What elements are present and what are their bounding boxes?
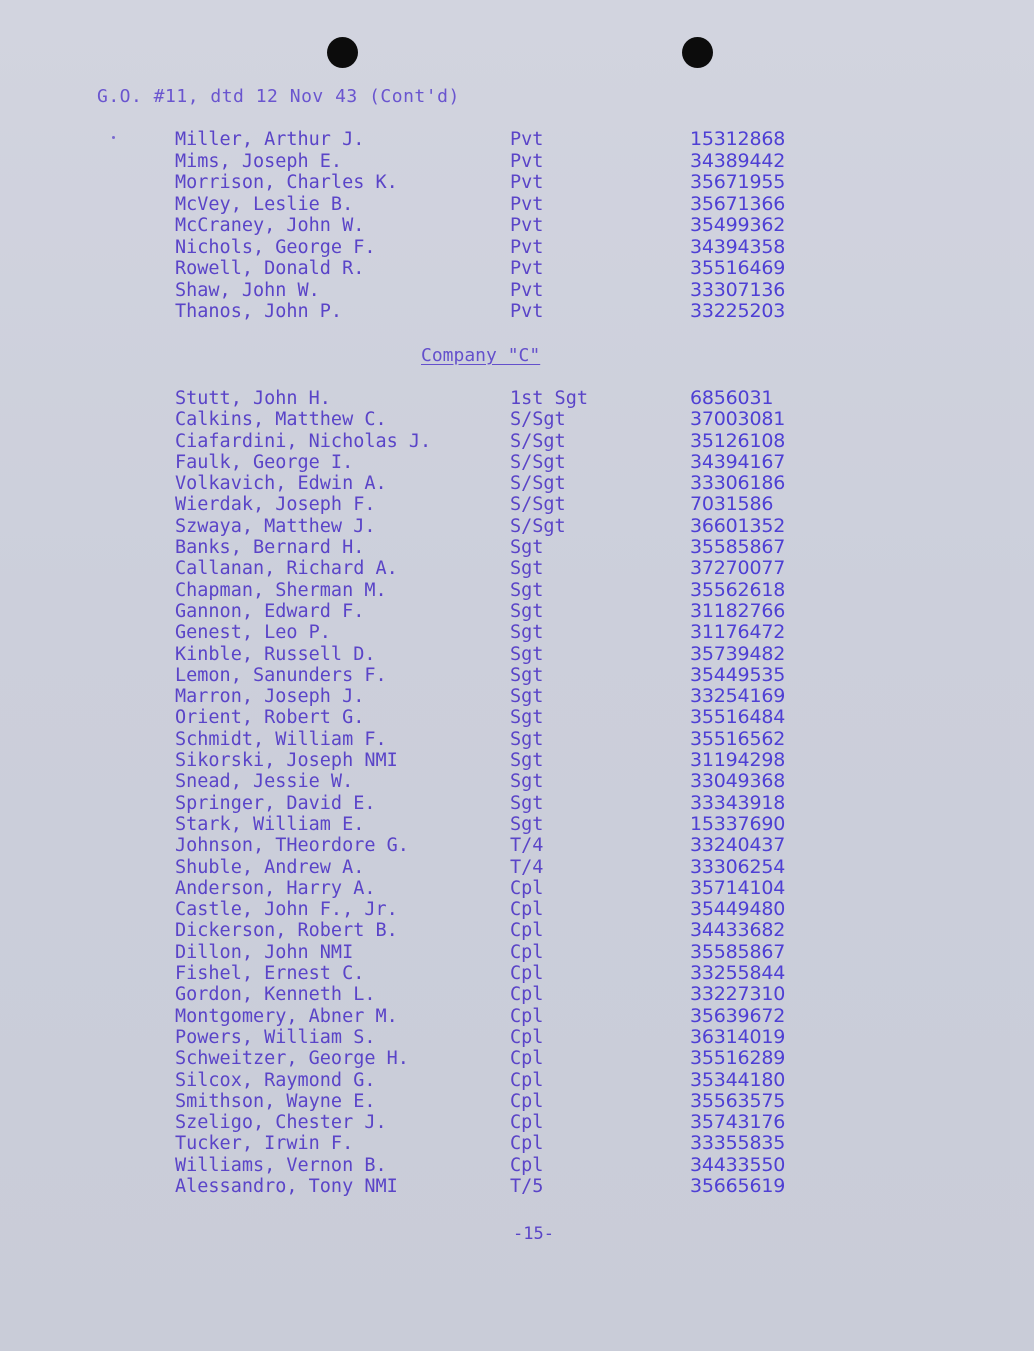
soldier-rank: Sgt bbox=[510, 728, 544, 750]
roster-row bbox=[175, 665, 815, 686]
soldier-name: Ciafardini, Nicholas J. bbox=[175, 430, 432, 452]
roster-group-1 bbox=[175, 129, 815, 323]
soldier-name: Stutt, John H. bbox=[175, 388, 331, 409]
serial-number: 35516289 bbox=[690, 1047, 786, 1070]
soldier-rank: S/Sgt bbox=[510, 409, 566, 431]
soldier-rank: Sgt bbox=[510, 686, 544, 708]
soldier-name: Calkins, Matthew C. bbox=[175, 409, 387, 431]
soldier-name: Rowell, Donald R. bbox=[175, 258, 365, 279]
soldier-rank: Sgt bbox=[510, 622, 544, 644]
serial-number: 35639672 bbox=[690, 1004, 786, 1027]
serial-number: 7031586 bbox=[690, 493, 774, 516]
serial-number: 31182766 bbox=[690, 599, 786, 622]
roster-row bbox=[175, 580, 815, 601]
roster-row bbox=[175, 899, 815, 920]
soldier-name: Alessandro, Tony NMI bbox=[175, 1175, 398, 1197]
soldier-name: Nichols, George F. bbox=[175, 236, 376, 258]
soldier-rank: S/Sgt bbox=[510, 515, 566, 537]
roster-row bbox=[175, 644, 815, 665]
roster-row bbox=[175, 494, 815, 515]
soldier-rank: Pvt bbox=[510, 279, 544, 301]
roster-row bbox=[175, 814, 815, 835]
serial-number: 33306254 bbox=[690, 855, 786, 878]
soldier-rank: S/Sgt bbox=[510, 451, 566, 473]
soldier-rank: Cpl bbox=[510, 1154, 544, 1176]
roster-row bbox=[175, 237, 815, 259]
roster-row bbox=[175, 1070, 815, 1091]
roster-row bbox=[175, 1091, 815, 1112]
soldier-rank: Cpl bbox=[510, 963, 544, 985]
soldier-rank: Cpl bbox=[510, 1069, 544, 1091]
soldier-name: Callanan, Richard A. bbox=[175, 558, 398, 580]
soldier-rank: Pvt bbox=[510, 236, 544, 258]
serial-number: 35563575 bbox=[690, 1089, 786, 1112]
soldier-name: Dickerson, Robert B. bbox=[175, 920, 398, 942]
serial-number: 35671955 bbox=[690, 171, 786, 193]
soldier-rank: Cpl bbox=[510, 1090, 544, 1112]
roster-row bbox=[175, 1176, 815, 1197]
soldier-name: Tucker, Irwin F. bbox=[175, 1133, 354, 1155]
roster-row bbox=[175, 771, 815, 792]
roster-row bbox=[175, 835, 815, 856]
soldier-rank: Pvt bbox=[510, 193, 544, 215]
serial-number: 15337690 bbox=[690, 812, 786, 835]
soldier-name: Morrison, Charles K. bbox=[175, 172, 398, 193]
soldier-name: Williams, Vernon B. bbox=[175, 1154, 387, 1176]
soldier-rank: T/4 bbox=[510, 835, 544, 857]
serial-number: 37270077 bbox=[690, 557, 786, 580]
serial-number: 33254169 bbox=[690, 685, 786, 708]
roster-row bbox=[175, 793, 815, 814]
serial-number: 36314019 bbox=[690, 1025, 786, 1048]
soldier-rank: Cpl bbox=[510, 1048, 544, 1070]
soldier-name: Schmidt, William F. bbox=[175, 728, 387, 750]
soldier-rank: Sgt bbox=[510, 579, 544, 601]
roster-row bbox=[175, 601, 815, 622]
soldier-name: Powers, William S. bbox=[175, 1026, 376, 1048]
roster-row bbox=[175, 452, 815, 473]
soldier-name: Mims, Joseph E. bbox=[175, 150, 343, 172]
soldier-rank: Sgt bbox=[510, 537, 544, 559]
serial-number: 35449480 bbox=[690, 898, 786, 921]
serial-number: 35499362 bbox=[690, 214, 786, 236]
roster-row bbox=[175, 750, 815, 771]
soldier-rank: Sgt bbox=[510, 558, 544, 580]
soldier-name: Dillon, John NMI bbox=[175, 941, 354, 963]
serial-number: 33306186 bbox=[690, 472, 786, 495]
serial-number: 35344180 bbox=[690, 1068, 786, 1091]
soldier-rank: T/4 bbox=[510, 856, 544, 878]
serial-number: 15312868 bbox=[690, 128, 786, 150]
roster-row bbox=[175, 920, 815, 941]
soldier-rank: Pvt bbox=[510, 215, 544, 236]
soldier-name: Marron, Joseph J. bbox=[175, 686, 365, 708]
soldier-rank: S/Sgt bbox=[510, 494, 566, 516]
roster-row bbox=[175, 1133, 815, 1154]
serial-number: 34394167 bbox=[690, 450, 786, 473]
serial-number: 35516484 bbox=[690, 706, 786, 729]
serial-number: 33240437 bbox=[690, 834, 786, 857]
soldier-name: Volkavich, Edwin A. bbox=[175, 473, 387, 495]
roster-row bbox=[175, 729, 815, 750]
roster-row bbox=[175, 280, 815, 302]
document-header: G.O. #11, dtd 12 Nov 43 (Cont'd) bbox=[97, 86, 460, 107]
soldier-rank: Pvt bbox=[510, 258, 544, 279]
soldier-name: Gannon, Edward F. bbox=[175, 600, 365, 622]
soldier-name: Snead, Jessie W. bbox=[175, 771, 354, 793]
serial-number: 35516562 bbox=[690, 727, 786, 750]
roster-row bbox=[175, 388, 815, 409]
soldier-name: Silcox, Raymond G. bbox=[175, 1069, 376, 1091]
roster-row bbox=[175, 215, 815, 237]
serial-number: 33355835 bbox=[690, 1132, 786, 1155]
serial-number: 35585867 bbox=[690, 940, 786, 963]
serial-number: 35562618 bbox=[690, 578, 786, 601]
soldier-name: Thanos, John P. bbox=[175, 301, 343, 322]
serial-number: 35126108 bbox=[690, 429, 786, 452]
soldier-rank: Pvt bbox=[510, 301, 544, 322]
soldier-name: Fishel, Ernest C. bbox=[175, 963, 365, 985]
soldier-name: McVey, Leslie B. bbox=[175, 193, 354, 215]
roster-row bbox=[175, 172, 815, 194]
roster-row bbox=[175, 537, 815, 558]
serial-number: 35665619 bbox=[690, 1174, 786, 1197]
company-heading: Company "C" bbox=[421, 345, 541, 366]
soldier-name: Faulk, George I. bbox=[175, 451, 354, 473]
soldier-name: Castle, John F., Jr. bbox=[175, 899, 398, 921]
serial-number: 35743176 bbox=[690, 1111, 786, 1134]
serial-number: 33307136 bbox=[690, 278, 786, 301]
soldier-rank: Cpl bbox=[510, 941, 544, 963]
soldier-rank: Cpl bbox=[510, 984, 544, 1006]
serial-number: 31194298 bbox=[690, 749, 786, 772]
soldier-name: Chapman, Sherman M. bbox=[175, 579, 387, 601]
soldier-name: Smithson, Wayne E. bbox=[175, 1090, 376, 1112]
soldier-name: Shaw, John W. bbox=[175, 279, 320, 301]
soldier-name: Johnson, THeordore G. bbox=[175, 835, 409, 857]
serial-number: 31176472 bbox=[690, 621, 786, 644]
soldier-rank: Cpl bbox=[510, 1133, 544, 1155]
roster-row bbox=[175, 129, 815, 151]
roster-row bbox=[175, 1155, 815, 1176]
soldier-rank: Sgt bbox=[510, 813, 544, 835]
serial-number: 37003081 bbox=[690, 408, 786, 431]
serial-number: 34389442 bbox=[690, 149, 786, 172]
soldier-rank: Cpl bbox=[510, 1112, 544, 1134]
punch-hole-left bbox=[327, 37, 358, 68]
soldier-rank: T/5 bbox=[510, 1175, 544, 1197]
soldier-name: Sikorski, Joseph NMI bbox=[175, 750, 398, 772]
roster-row bbox=[175, 516, 815, 537]
serial-number: 35585867 bbox=[690, 536, 786, 559]
serial-number: 33227310 bbox=[690, 983, 786, 1006]
roster-row bbox=[175, 686, 815, 707]
serial-number: 33343918 bbox=[690, 791, 786, 814]
roster-row bbox=[175, 431, 815, 452]
roster-row bbox=[175, 1006, 815, 1027]
serial-number: 36601352 bbox=[690, 514, 786, 537]
soldier-rank: Sgt bbox=[510, 600, 544, 622]
soldier-name: Gordon, Kenneth L. bbox=[175, 984, 376, 1006]
roster-row bbox=[175, 1048, 815, 1069]
soldier-name: Montgomery, Abner M. bbox=[175, 1005, 398, 1027]
soldier-rank: Sgt bbox=[510, 643, 544, 665]
soldier-name: Shuble, Andrew A. bbox=[175, 856, 365, 878]
soldier-name: Genest, Leo P. bbox=[175, 622, 331, 644]
roster-row bbox=[175, 622, 815, 643]
soldier-name: Szeligo, Chester J. bbox=[175, 1112, 387, 1134]
soldier-rank: Pvt bbox=[510, 129, 544, 150]
serial-number: 33225203 bbox=[690, 300, 786, 322]
roster-row bbox=[175, 942, 815, 963]
soldier-rank: 1st Sgt bbox=[510, 388, 588, 409]
soldier-name: Orient, Robert G. bbox=[175, 707, 365, 729]
soldier-name: Banks, Bernard H. bbox=[175, 537, 365, 559]
soldier-rank: Pvt bbox=[510, 150, 544, 172]
roster-row bbox=[175, 409, 815, 430]
serial-number: 35516469 bbox=[690, 257, 786, 279]
soldier-rank: Cpl bbox=[510, 899, 544, 921]
soldier-name: Lemon, Sanunders F. bbox=[175, 664, 387, 686]
page-number: -15- bbox=[513, 1224, 554, 1244]
soldier-name: Kinble, Russell D. bbox=[175, 643, 376, 665]
serial-number: 35449535 bbox=[690, 663, 786, 686]
soldier-name: Springer, David E. bbox=[175, 792, 376, 814]
soldier-name: McCraney, John W. bbox=[175, 215, 365, 236]
roster-row bbox=[175, 473, 815, 494]
soldier-name: Anderson, Harry A. bbox=[175, 877, 376, 899]
soldier-rank: Sgt bbox=[510, 792, 544, 814]
serial-number: 35714104 bbox=[690, 876, 786, 899]
soldier-rank: Sgt bbox=[510, 750, 544, 772]
serial-number: 34433682 bbox=[690, 919, 786, 942]
soldier-rank: S/Sgt bbox=[510, 473, 566, 495]
serial-number: 33049368 bbox=[690, 770, 786, 793]
roster-row bbox=[175, 194, 815, 216]
roster-row bbox=[175, 963, 815, 984]
serial-number: 34394358 bbox=[690, 235, 786, 258]
roster-row bbox=[175, 151, 815, 173]
soldier-name: Miller, Arthur J. bbox=[175, 129, 365, 150]
roster-row bbox=[175, 707, 815, 728]
roster-row bbox=[175, 558, 815, 579]
soldier-rank: Cpl bbox=[510, 920, 544, 942]
soldier-name: Wierdak, Joseph F. bbox=[175, 494, 376, 516]
soldier-name: Szwaya, Matthew J. bbox=[175, 515, 376, 537]
soldier-name: Stark, William E. bbox=[175, 813, 365, 835]
serial-number: 6856031 bbox=[690, 387, 774, 409]
margin-mark bbox=[112, 136, 115, 139]
roster-row bbox=[175, 258, 815, 280]
roster-row bbox=[175, 1027, 815, 1048]
serial-number: 34433550 bbox=[690, 1153, 786, 1176]
soldier-rank: Cpl bbox=[510, 1026, 544, 1048]
soldier-rank: Cpl bbox=[510, 877, 544, 899]
soldier-rank: Cpl bbox=[510, 1005, 544, 1027]
roster-row bbox=[175, 878, 815, 899]
roster-row bbox=[175, 857, 815, 878]
soldier-rank: Pvt bbox=[510, 172, 544, 193]
roster-row bbox=[175, 1112, 815, 1133]
soldier-rank: Sgt bbox=[510, 707, 544, 729]
roster-row bbox=[175, 301, 815, 323]
soldier-name: Schweitzer, George H. bbox=[175, 1048, 409, 1070]
serial-number: 33255844 bbox=[690, 962, 786, 985]
roster-row bbox=[175, 984, 815, 1005]
soldier-rank: S/Sgt bbox=[510, 430, 566, 452]
serial-number: 35671366 bbox=[690, 192, 786, 215]
roster-company-c bbox=[175, 388, 815, 1197]
punch-hole-right bbox=[682, 37, 713, 68]
soldier-rank: Sgt bbox=[510, 664, 544, 686]
soldier-rank: Sgt bbox=[510, 771, 544, 793]
serial-number: 35739482 bbox=[690, 642, 786, 665]
